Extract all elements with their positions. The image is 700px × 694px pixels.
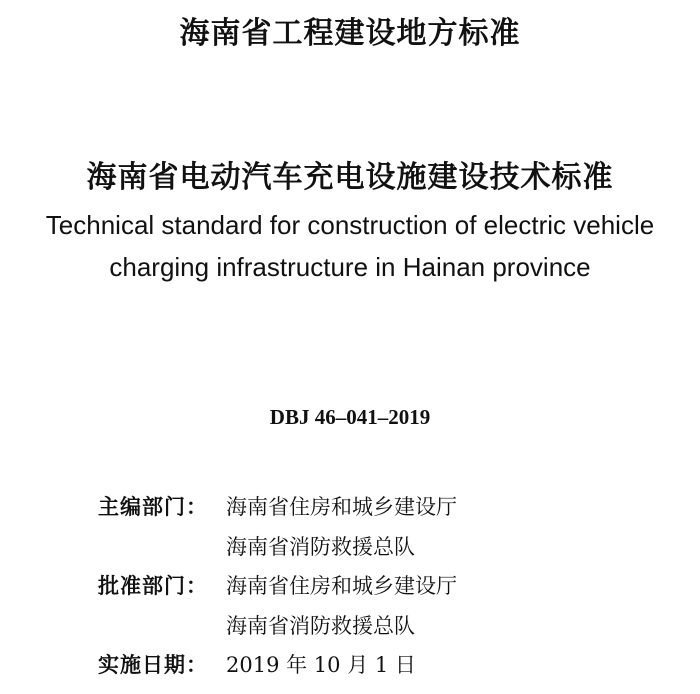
series-title: 海南省工程建设地方标准 [179, 16, 521, 51]
editor-label: 主编部门： [98, 495, 208, 519]
document-title-english-line1: Technical standard for construction of electric vehicle [45, 210, 655, 240]
standard-code: DBJ 46–041–2019 [269, 405, 431, 429]
effective-date-row [98, 648, 416, 680]
approver-label: 批准部门： [98, 574, 208, 598]
editor-value-2: 海南省消防救援总队 [226, 535, 415, 559]
document-title-english-line2: charging infrastructure in Hainan province [109, 252, 591, 282]
editor-row [98, 490, 457, 522]
editor-value-1: 海南省住房和城乡建设厅 [226, 495, 457, 519]
approver-row [98, 569, 457, 601]
editor-row-continued [98, 530, 415, 562]
document-title-chinese: 海南省电动汽车充电设施建设技术标准 [86, 160, 614, 195]
effective-date-value: 2019 年 10 月 1 日 [226, 653, 416, 677]
approver-value-1: 海南省住房和城乡建设厅 [226, 574, 457, 598]
effective-date-label: 实施日期： [98, 653, 208, 677]
approver-row-continued [98, 609, 415, 641]
approver-value-2: 海南省消防救援总队 [226, 614, 415, 638]
